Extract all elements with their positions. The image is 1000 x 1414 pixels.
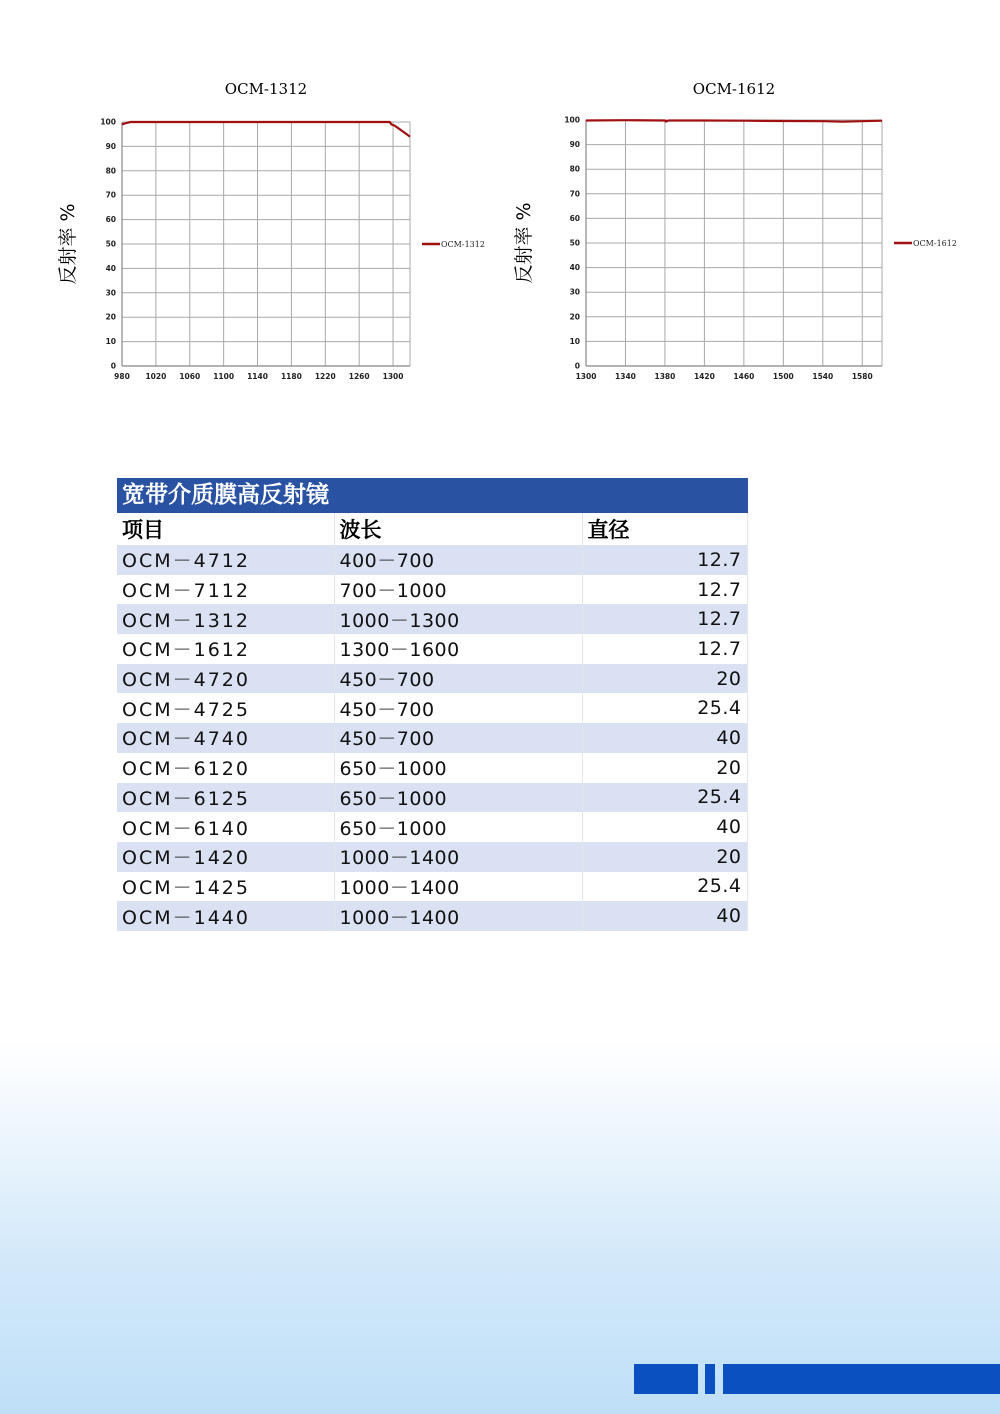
cell-diameter: 40: [582, 812, 747, 842]
cell-diameter: 12.7: [582, 575, 747, 605]
x-tick-label: 1300: [382, 372, 404, 381]
cell-item: OCM－4740: [117, 723, 334, 753]
y-tick-label: 20: [105, 312, 116, 322]
cell-wavelength: 650－1000: [334, 812, 582, 842]
cell-diameter: 40: [582, 723, 747, 753]
x-tick-label: 1460: [733, 372, 755, 381]
cell-wavelength: 700－1000: [334, 575, 582, 605]
series-line-ocm-1312: [122, 122, 410, 137]
y-tick-label: 30: [105, 288, 116, 298]
y-tick-label: 60: [105, 215, 116, 225]
table-header-row: [117, 513, 747, 545]
cell-item: OCM－6125: [117, 783, 334, 813]
y-tick-label: 20: [569, 312, 580, 322]
cell-diameter: 40: [582, 901, 747, 931]
x-tick-label: 1500: [772, 372, 794, 381]
x-tick-label: 980: [114, 372, 130, 381]
cell-item: OCM－4725: [117, 693, 334, 723]
footer-bar-left: [634, 1364, 698, 1394]
cell-diameter: 25.4: [582, 872, 747, 902]
cell-wavelength: 1000－1400: [334, 872, 582, 902]
x-tick-label: 1580: [851, 372, 873, 381]
chart-ocm-1312: [50, 70, 500, 400]
cell-wavelength: 650－1000: [334, 783, 582, 813]
footer-bar-divider: [705, 1364, 715, 1394]
footer-bar-right: [723, 1364, 1000, 1394]
cell-wavelength: 1300－1600: [334, 634, 582, 664]
y-tick-label: 80: [105, 166, 116, 176]
legend-label: OCM-1612: [913, 239, 957, 248]
table-row: [117, 783, 747, 813]
cell-item: OCM－1440: [117, 901, 334, 931]
cell-diameter: 20: [582, 753, 747, 783]
table-row: [117, 723, 747, 753]
chart-title: OCM-1612: [692, 80, 776, 98]
cell-item: OCM－6120: [117, 753, 334, 783]
cell-item: OCM－1425: [117, 872, 334, 902]
y-axis-label: 反射率 %: [513, 202, 535, 284]
x-tick-label: 1300: [575, 372, 597, 381]
x-tick-label: 1540: [812, 372, 834, 381]
cell-diameter: 12.7: [582, 634, 747, 664]
cell-wavelength: 650－1000: [334, 753, 582, 783]
cell-diameter: 25.4: [582, 783, 747, 813]
y-tick-label: 10: [105, 337, 116, 347]
x-tick-label: 1260: [348, 372, 370, 381]
chart-title: OCM-1312: [224, 80, 308, 98]
table-row: [117, 664, 747, 694]
cell-diameter: 12.7: [582, 604, 747, 634]
x-tick-label: 1420: [693, 372, 715, 381]
table-row: [117, 842, 747, 872]
cell-wavelength: 450－700: [334, 693, 582, 723]
chart-ocm-1612: [508, 70, 968, 400]
x-tick-label: 1340: [615, 372, 636, 381]
cell-item: OCM－6140: [117, 812, 334, 842]
cell-wavelength: 1000－1400: [334, 901, 582, 931]
cell-wavelength: 450－700: [334, 664, 582, 694]
x-tick-label: 1060: [179, 372, 201, 381]
x-tick-label: 1140: [247, 372, 268, 381]
y-tick-label: 40: [569, 263, 580, 273]
table-row: [117, 693, 747, 723]
table-row: [117, 872, 747, 902]
y-tick-label: 60: [569, 213, 580, 223]
x-tick-label: 1100: [213, 372, 235, 381]
cell-item: OCM－4712: [117, 545, 334, 575]
y-tick-label: 50: [569, 238, 580, 248]
table-body: [117, 545, 747, 931]
table-row: [117, 634, 747, 664]
cell-item: OCM－4720: [117, 664, 334, 694]
cell-item: OCM－1612: [117, 634, 334, 664]
header-item: 项目: [117, 513, 334, 545]
cell-item: OCM－1312: [117, 604, 334, 634]
y-tick-label: 100: [100, 117, 116, 127]
y-tick-label: 30: [569, 287, 580, 297]
legend-label: OCM-1312: [441, 240, 485, 249]
y-tick-label: 90: [569, 140, 580, 150]
table-row: [117, 545, 747, 575]
product-table: [117, 478, 748, 931]
x-tick-label: 1180: [280, 372, 302, 381]
y-tick-label: 0: [110, 361, 116, 371]
x-tick-label: 1220: [314, 372, 336, 381]
cell-diameter: 25.4: [582, 693, 747, 723]
table-title: 宽带介质膜高反射镜: [117, 478, 748, 513]
y-tick-label: 80: [569, 164, 580, 174]
cell-wavelength: 400－700: [334, 545, 582, 575]
y-tick-label: 10: [569, 336, 580, 346]
table-row: [117, 901, 747, 931]
y-tick-label: 0: [574, 361, 580, 371]
y-tick-label: 100: [564, 115, 580, 125]
chart-ocm-1312-svg: [50, 70, 500, 400]
cell-item: OCM－1420: [117, 842, 334, 872]
x-tick-label: 1020: [145, 372, 167, 381]
cell-diameter: 12.7: [582, 545, 747, 575]
y-tick-label: 40: [105, 263, 116, 273]
cell-diameter: 20: [582, 842, 747, 872]
y-axis-label: 反射率 %: [57, 203, 79, 285]
table-row: [117, 753, 747, 783]
y-tick-label: 70: [105, 190, 116, 200]
x-tick-label: 1380: [654, 372, 676, 381]
chart-ocm-1612-svg: [508, 70, 968, 400]
table-row: [117, 604, 747, 634]
cell-wavelength: 1000－1400: [334, 842, 582, 872]
header-diameter: 直径: [582, 513, 747, 545]
y-tick-label: 70: [569, 189, 580, 199]
table-row: [117, 575, 747, 605]
cell-wavelength: 1000－1300: [334, 604, 582, 634]
cell-item: OCM－7112: [117, 575, 334, 605]
y-tick-label: 90: [105, 141, 116, 151]
cell-diameter: 20: [582, 664, 747, 694]
cell-wavelength: 450－700: [334, 723, 582, 753]
y-tick-label: 50: [105, 239, 116, 249]
table-row: [117, 812, 747, 842]
header-wavelength: 波长: [334, 513, 582, 545]
